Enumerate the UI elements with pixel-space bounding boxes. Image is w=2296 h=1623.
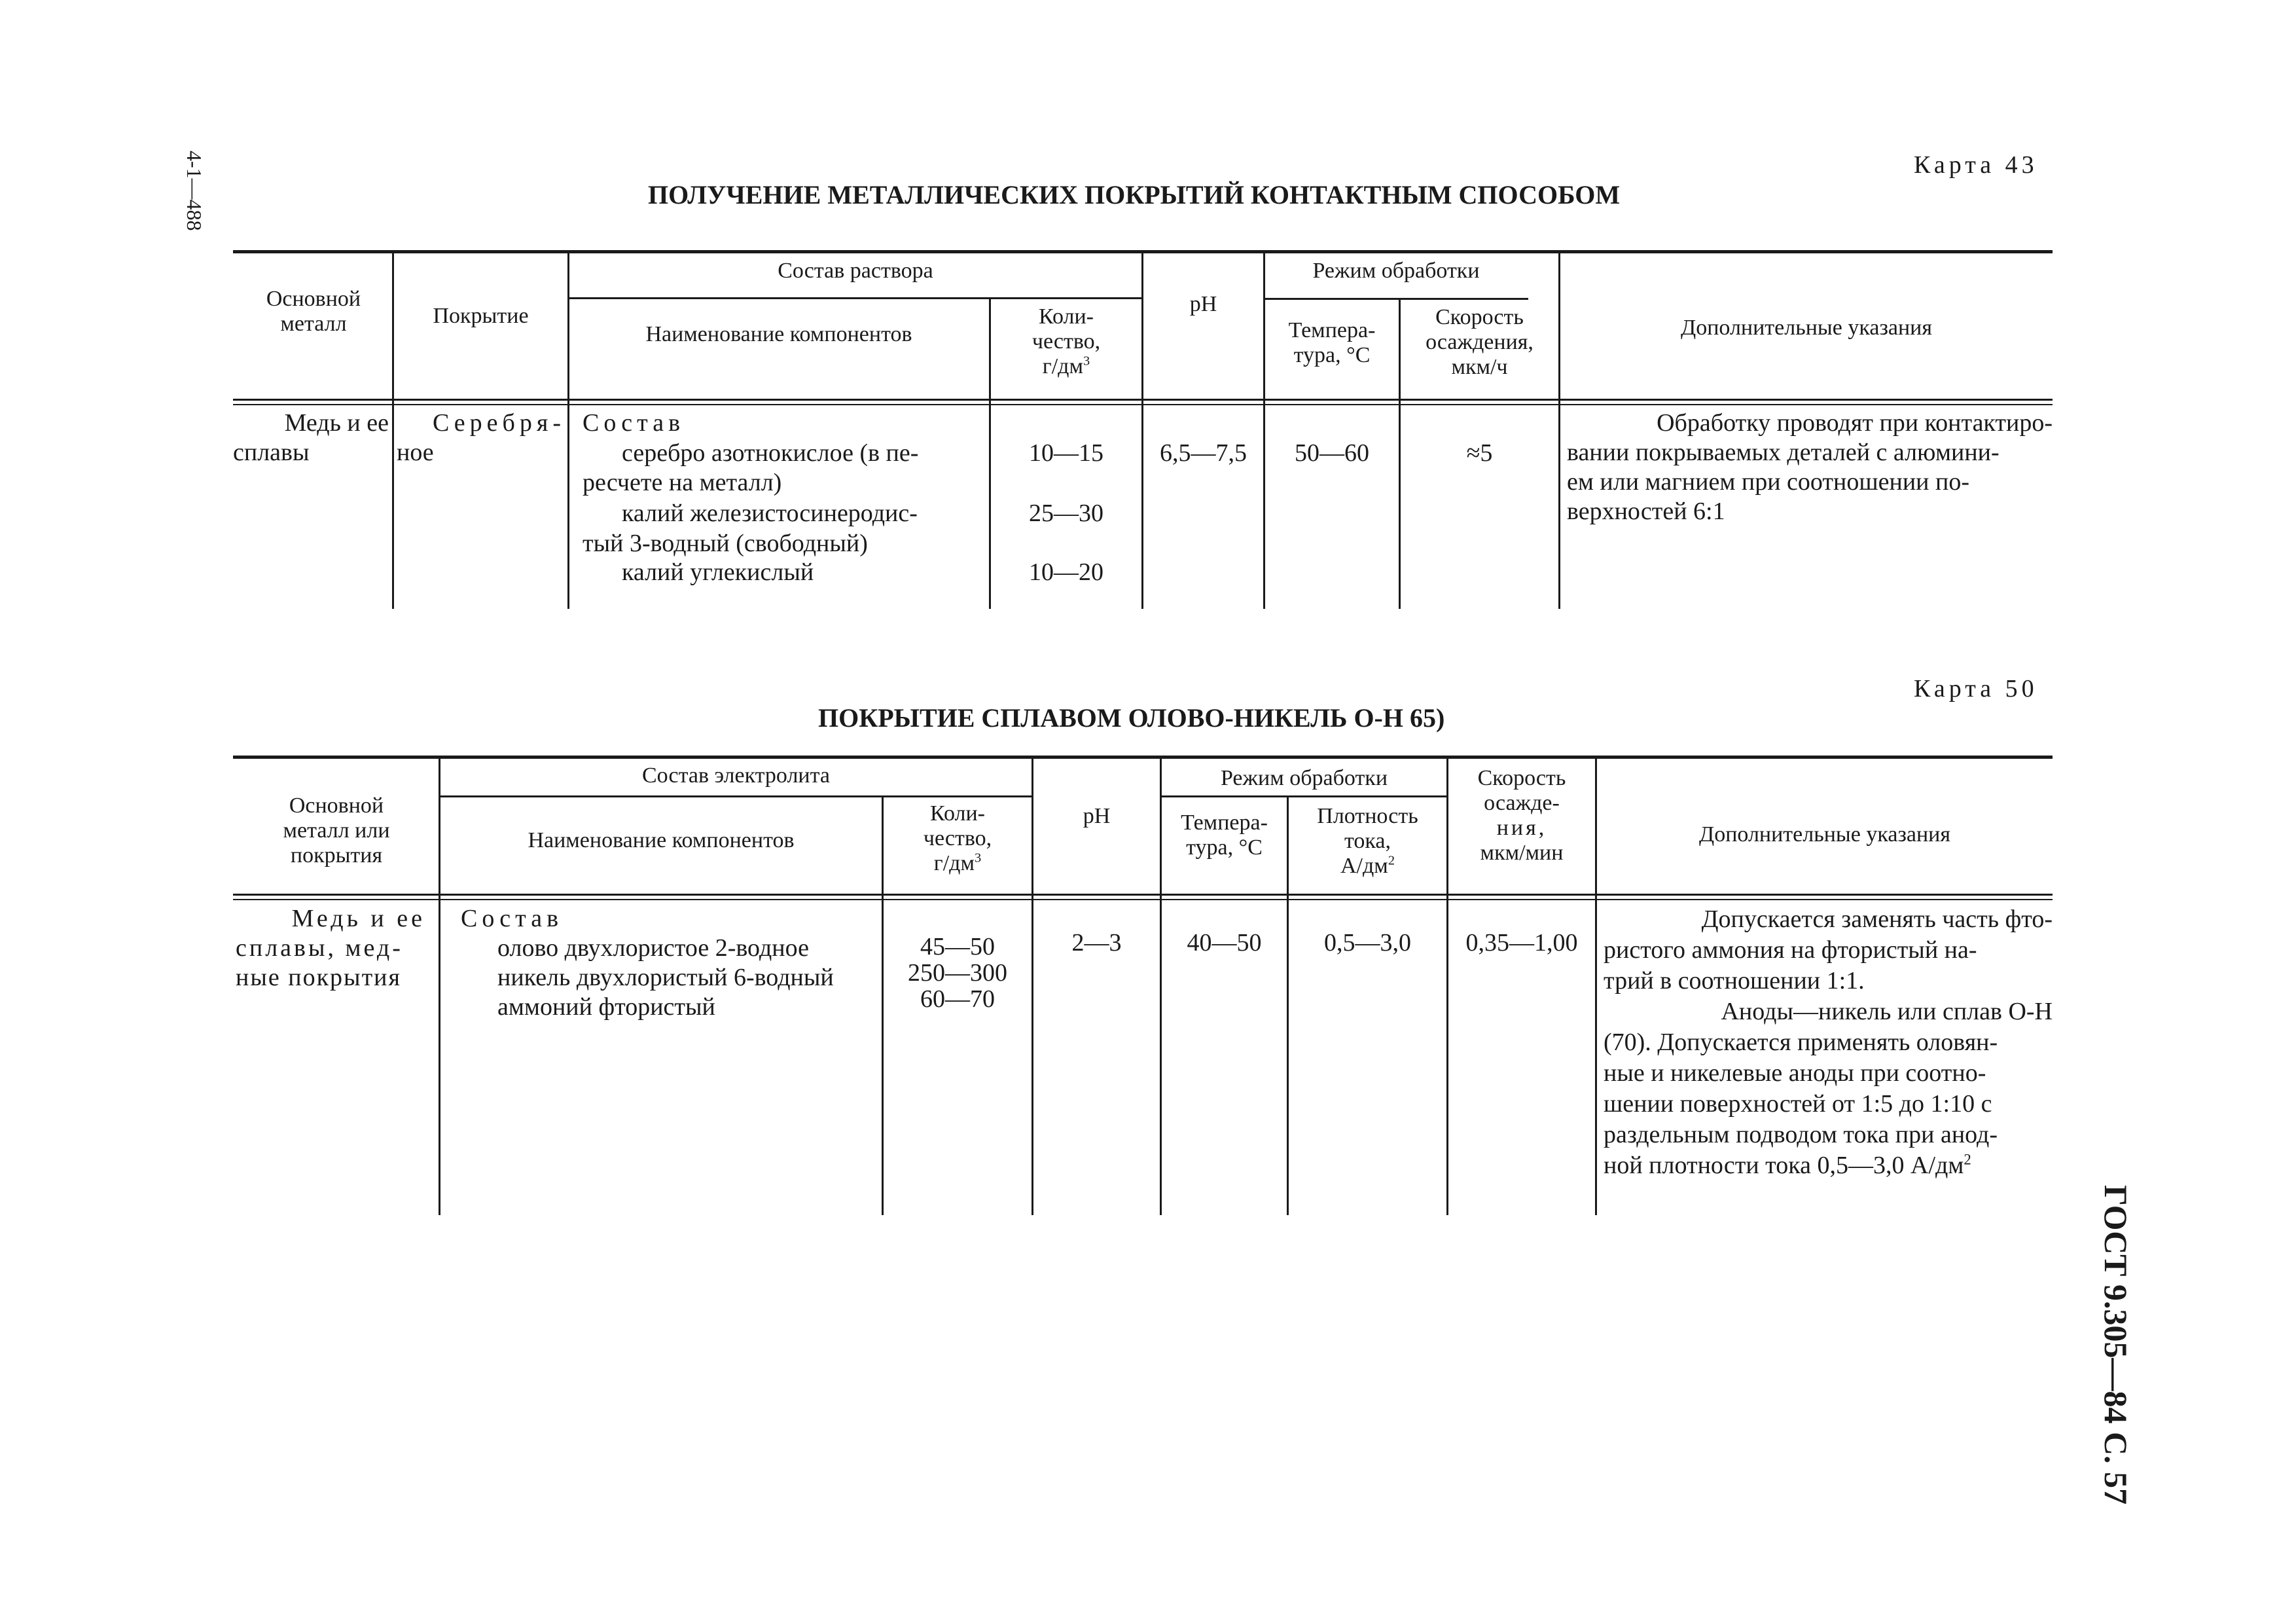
table1-col-divider <box>1558 250 1560 609</box>
table2-temperature-value: 40—50 <box>1187 929 1262 957</box>
table2-header-ph: pH <box>1083 804 1111 828</box>
table2-components: олово двухлористое 2-водное никель двухлористый 6-водный аммоний фтористый <box>497 934 834 1021</box>
table1-header-coating: Покрытие <box>433 304 529 328</box>
table2-subheader-rule <box>440 795 1031 797</box>
table1-temperature-value: 50—60 <box>1295 439 1369 467</box>
table1-header-component-names: Наименование компонентов <box>645 322 912 346</box>
table1-component: калий железистосинеродис- <box>622 500 918 527</box>
table2-notes: Допускается заменять часть фто- ристого аммония на фтористый на- трий в соотношении 1:1. Аноды—никель или сплав О-Н (70). Допускается применять оловян- ные и никелевые аноды при соотно- шении поверхностей от 1:5 до 1:10 с раздельным подводом тока при анод- ной плотности тока 0,5—3,0 $А/дм^2$ <box>1604 905 2053 1179</box>
table1-col-divider <box>1263 250 1265 609</box>
table1-notes: Обработку проводят при контактиро- вании покрываемых деталей с алюмини- ем или магнием при соотношении по- верхностей 6:1 <box>1567 409 2053 525</box>
table1-quantity: 10—20 <box>1029 558 1103 586</box>
table1-speed-value: ≈5 <box>1466 439 1493 467</box>
table1-header-speed: Скорость осаждения, мкм/ч <box>1426 305 1534 379</box>
table1-header-base-metal: Основной металл <box>266 287 361 336</box>
table2-header-bottom-rule-2 <box>233 899 2053 900</box>
table2-header-bottom-rule <box>233 894 2053 896</box>
table2-header-speed: Скорость осажде- ния, мкм/мин <box>1477 766 1566 865</box>
table2-cell-base-metal: Медь и ее сплавы, мед- ные покрытия <box>236 905 425 991</box>
table1-header-ph: pH <box>1189 292 1217 316</box>
table1-header-solution: Состав раствора <box>778 259 933 283</box>
table1-header-temperature: Темпера- тура, °С <box>1288 318 1376 367</box>
table1-composition-label: Состав <box>583 409 685 437</box>
table2-header-temperature: Темпера- тура, °С <box>1181 811 1268 860</box>
table2-top-rule <box>233 756 2053 759</box>
table1-header-mode: Режим обработки <box>1312 259 1480 283</box>
table2-col-divider <box>439 756 440 1215</box>
table1-header-quantity: Коли- чество, $г/дм^3$ <box>1031 304 1101 378</box>
table2-subheader-rule-mode <box>1160 795 1446 797</box>
table2-header-notes: Дополнительные указания <box>1699 822 1950 847</box>
table1-component: калий углекислый <box>622 558 814 586</box>
table1-col-divider <box>567 250 569 609</box>
table2-header-component-names: Наименование компонентов <box>528 828 795 852</box>
card-43-label: Карта 43 <box>1914 151 2038 179</box>
table2-header-mode: Режим обработки <box>1220 766 1388 790</box>
table1-subheader-rule <box>567 297 1143 299</box>
table1-component: серебро азотнокислое (в пе- <box>622 439 919 467</box>
table1-header-notes: Дополнительные указания <box>1681 316 1932 340</box>
side-standard-number: ГОСТ 9.305—84 С. 57 <box>2098 1185 2134 1505</box>
table2-header-electrolyte: Состав электролита <box>642 763 830 788</box>
table2-quantities: 45—50 250—300 60—70 <box>908 933 1007 1013</box>
table1-ph-value: 6,5—7,5 <box>1160 439 1247 467</box>
table2-speed-value: 0,35—1,00 <box>1465 929 1578 957</box>
side-page-code: 4-1—488 <box>183 151 206 231</box>
card-50-label: Карта 50 <box>1914 675 2038 702</box>
table1-cell-coating: Серебря- ное <box>397 409 565 466</box>
table1-quantity: 25—30 <box>1029 500 1103 527</box>
card-43-title: ПОЛУЧЕНИЕ МЕТАЛЛИЧЕСКИХ ПОКРЫТИЙ КОНТАКТНЫМ СПОСОБОМ <box>648 180 1621 210</box>
table1-subheader-rule-mode <box>1263 298 1528 300</box>
table1-component: тый 3-водный (свободный) <box>583 530 868 557</box>
table2-header-density: Плотность тока, $А/дм^2$ <box>1317 804 1418 878</box>
table2-density-value: 0,5—3,0 <box>1324 929 1411 957</box>
table1-cell-base-metal: Медь и ее сплавы <box>233 409 389 466</box>
table2-header-base-metal: Основной металл или покрытия <box>283 793 390 867</box>
table2-header-quantity: Коли- чество, $г/дм^3$ <box>923 801 992 875</box>
table2-composition-label: Состав <box>461 905 564 932</box>
card-50-title: ПОКРЫТИЕ СПЛАВОМ ОЛОВО-НИКЕЛЬ О-Н 65) <box>818 703 1445 733</box>
table1-quantity: 10—15 <box>1029 439 1103 467</box>
table2-ph-value: 2—3 <box>1071 929 1122 957</box>
table1-component: ресчете на металл) <box>583 469 782 496</box>
